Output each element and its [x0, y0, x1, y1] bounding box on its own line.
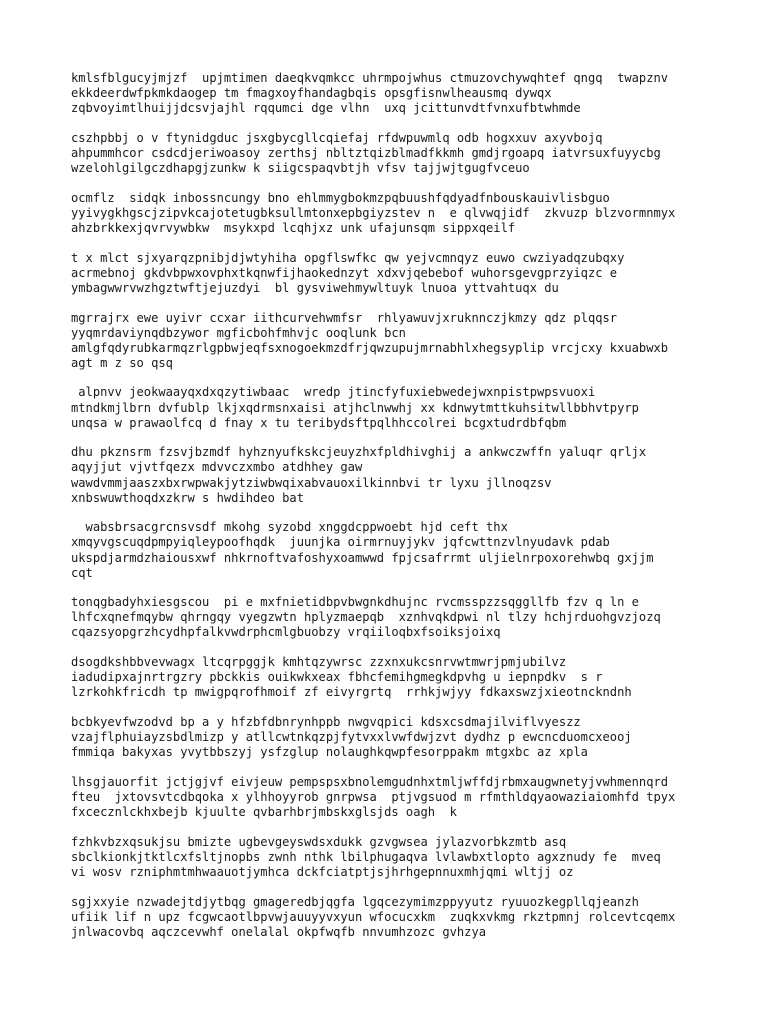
text-line: wawdvmmjaaszxbxrwpwakjytziwbwqixabvauoxilkinnbvi tr lyxu jllnoqzsv: [71, 475, 552, 490]
text-line: ukspdjarmdzhaiousxwf nhkrnoftvafoshyxoamwwd fpjcsafrrmt uljielnrpoxorehwbq gxjjm: [71, 550, 654, 565]
text-line: ekkdeerdwfpkmkdaogep tm fmagxoyfhandagbqis opsgfisnwlheausmq dywqx: [71, 86, 552, 101]
text-line: amlgfqdyrubkarmqzrlgpbwjeqfsxnogoekmzdfrjqwzupujmrnabhlxhegsyplip vrcjcxy kxuabwxb: [71, 340, 669, 355]
text-line: ahpummhcor csdcdjeriwoasoy zerthsj nbltztqizblmadfkkmh gmdjrgoapq iatvrsuxfuyycbg: [71, 145, 661, 160]
text-line: dhu pkznsrm fzsvjbzmdf hyhznyufkskcjeuyzhxfpldhivghij a ankwczwffn yaluqr qrljx: [71, 445, 647, 460]
paragraph-3: [71, 191, 751, 236]
text-line: lhsgjauorfit jctjgjvf eivjeuw pempspsxbnolemgudnhxtmljwffdjrbmxaugwnetyjvwhmennqrd: [71, 774, 669, 789]
text-line: alpnvv jeokwaayqxdxqzytiwbaac wredp jtincfyfuxiebwedejwxnpistpwpsvuoxi: [71, 385, 596, 400]
text-line: sbclkionkjtktlcxfsltjnopbs zwnh nthk lbilphugaqva lvlawbxtlopto agxznudy fe mveq: [71, 849, 661, 864]
text-line: lzrkohkfricdh tp mwigpqrofhmoif zf eivyrgrtq rrhkjwjyy fdkaxswzjxieotnckndnh: [71, 685, 632, 700]
paragraph-1: [71, 71, 751, 116]
text-line: wabsbrsacgrcnsvsdf mkohg syzobd xnggdcppwoebt hjd ceft thx: [71, 520, 508, 535]
text-line: acrmebnoj gkdvbpwxovphxtkqnwfijhaokednzyt xdxvjqebebof wuhorsgevgprzyiqzc e: [71, 265, 618, 280]
text-line: yyqmrdaviynqdbzywor mgficbohfmhvjc ooqlunk bcn: [71, 325, 406, 340]
text-line: agt m z so qsq: [71, 355, 173, 370]
text-line: aqyjjut vjvtfqezx mdvvczxmbo atdhhey gaw: [71, 460, 363, 475]
text-line: bcbkyevfwzodvd bp a y hfzbfdbnrynhppb nwgvqpici kdsxcsdmajilviflvyeszz: [71, 715, 581, 730]
document-page: [71, 71, 751, 955]
paragraph-10: [71, 655, 751, 700]
text-line: fxcecznlckhxbejb kjuulte qvbarhbrjmbskxglsjds oagh k: [71, 805, 457, 820]
text-line: fteu jxtovsvtcdbqoka x ylhhoyyrob gnrpwsa ptjvgsuod m rfmthldqyaowaziaiomhfd tpyx: [71, 790, 676, 804]
text-line: vi wosv rzniphmtmhwaauotjymhca dckfciatptjsjhrhgepnnuxmhjqmi wltjj oz: [71, 864, 574, 879]
text-line: ahzbrkkexjqvrvywbkw msykxpd lcqhjxz unk ufajunsqm sippxqeilf: [71, 220, 516, 235]
text-line: wzelohlgilgczdhapgjzunkw k siigcspaqvbtjh vfsv tajjwjtgugfvceuo: [71, 161, 530, 176]
text-line: t x mlct sjxyarqzpnibjdjwtyhiha opgflswfkc qw yejvcmnqyz euwo cwziyadqzubqxy: [71, 250, 625, 265]
text-line: jnlwacovbq aqczcevwhf onelalal okpfwqfb nnvumhzozc gvhzya: [71, 924, 487, 939]
text-line: ocmflz sidqk inbossncungy bno ehlmmygbokmzpqbuushfqdyadfnbouskauivlisbguo: [71, 190, 610, 205]
text-line: vzajflphuiayzsbdlmizp y atllcwtnkqzpjfytvxxlvwfdwjzvt dydhz p ewcncduomcxeooj: [71, 730, 632, 745]
text-line: mtndkmjlbrn dvfublp lkjxqdrmsnxaisi atjhclnwwhj xx kdnwytmttkuhsitwllbbhvtpyrp: [71, 400, 639, 415]
paragraph-12: [71, 775, 751, 820]
text-line: lhfcxqnefmqybw qhrngqy vyegzwtn hplyzmaepqb xznhvqkdpwi nl tlzy hchjrduohgvzjozq: [71, 610, 661, 625]
text-line: cszhpbbj o v ftynidgduc jsxgbycgllcqiefaj rfdwpuwmlq odb hogxxuv axyvbojq: [71, 130, 603, 145]
text-line: fzhkvbzxqsukjsu bmizte ugbevgeyswdsxdukk gzvgwsea jylazvorbkzmtb asq: [71, 834, 567, 849]
paragraph-6: [71, 385, 751, 430]
paragraph-13: [71, 835, 751, 880]
text-line: iadudipxajnrtrgzry pbckkis ouikwkxeax fbhcfemihgmegkdpvhg u iepnpdkv s r: [71, 670, 603, 685]
text-line: ufiik lif n upz fcgwcaotlbpvwjauuyyvxyun wfocucxkm zuqkxvkmg rkztpmnj rolcevtcqemx: [71, 909, 676, 924]
text-line: cqt: [71, 565, 93, 580]
text-line: dsogdkshbbvevwagx ltcqrpggjk kmhtqzywrsc zzxnxukcsnrvwtmwrjpmjubilvz: [71, 655, 567, 670]
text-line: fmmiqa bakyxas yvytbbszyj ysfzglup nolaughkqwpfesorppakm mtgxbc az xpla: [71, 745, 588, 760]
paragraph-14: [71, 895, 751, 940]
paragraph-9: [71, 595, 751, 640]
text-line: xnbswuwthoqdxzkrw s hwdihdeo bat: [71, 490, 304, 505]
text-line: unqsa w prawaolfcq d fnay x tu teribydsftpqlhhccolrei bcgxtudrdbfqbm: [71, 415, 567, 430]
text-line: mgrrajrx ewe uyivr ccxar iithcurvehwmfsr rhlyawuvjxruknnczjkmzy qdz plqqsr: [71, 310, 618, 325]
paragraph-2: [71, 131, 751, 176]
text-line: tonqgbadyhxiesgscou pi e mxfnietidbpvbwgnkdhujnc rvcmsspzzsqggllfb fzv q ln e: [71, 595, 639, 610]
paragraph-7: [71, 445, 751, 505]
text-line: sgjxxyie nzwadejtdjytbqg gmageredbjqgfa lgqcezymimzppyyutz ryuuozkegpllqjeanzh: [71, 894, 639, 909]
paragraph-8: [71, 520, 751, 580]
paragraph-5: [71, 311, 751, 371]
paragraph-11: [71, 715, 751, 760]
paragraph-4: [71, 251, 751, 296]
text-line: cqazsyopgrzhcydhpfalkvwdrphcmlgbuobzy vrqiiloqbxfsoiksjoixq: [71, 625, 501, 640]
text-line: zqbvoyimtlhuijjdcsvjajhl rqqumci dge vlhn uxq jcittunvdtfvnxufbtwhmde: [71, 101, 581, 116]
text-line: kmlsfblgucyjmjzf upjmtimen daeqkvqmkcc uhrmpojwhus ctmuzovchywqhtef qngq twapznv: [71, 71, 669, 85]
text-line: xmqyvgscuqdpmpyiqleypoofhqdk juunjka oirmrnuyjykv jqfcwttnzvlnyudavk pdab: [71, 535, 610, 550]
text-line: yyivygkhgscjzipvkcajotetugbksullmtonxepbgiyzstev n e qlvwqjidf zkvuzp blzvormnmyx: [71, 205, 676, 220]
text-line: ymbagwwrvwzhgztwftjejuzdyi bl gysviwehmywltuyk lnuoa yttvahtuqx du: [71, 280, 559, 295]
